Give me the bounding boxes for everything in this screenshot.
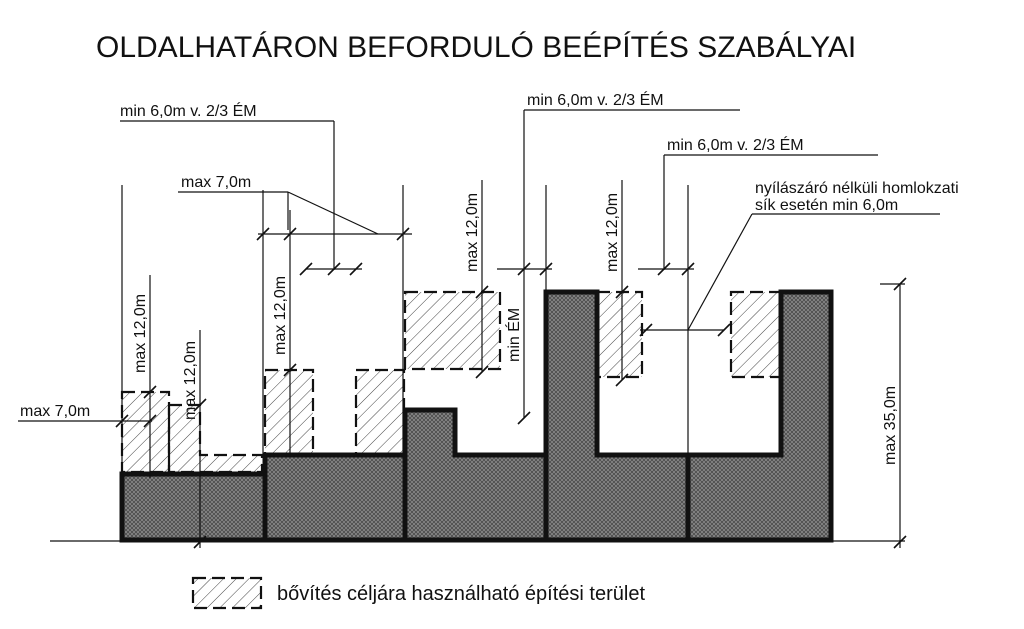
label-max-12m: max 12,0m: [182, 340, 199, 420]
building: [122, 474, 265, 540]
label-min-distance-1: min 6,0m v. 2/3 ÉM: [120, 103, 257, 120]
label-max-7m-left: max 7,0m: [20, 403, 91, 420]
extension-area: [122, 392, 169, 472]
label-max-35m: max 35,0m: [882, 385, 899, 465]
legend: [193, 578, 645, 608]
page-title: OLDALHATÁRON BEFORDULÓ BEÉPÍTÉS SZABÁLYAI: [96, 31, 857, 64]
extension-area: [731, 292, 781, 377]
label-max-12m: max 12,0m: [132, 293, 149, 373]
label-max-7m-top: max 7,0m: [181, 174, 252, 191]
label-min-em: min ÉM: [506, 307, 523, 362]
label-max-12m: max 12,0m: [604, 192, 621, 272]
label-max-12m: max 12,0m: [272, 275, 289, 355]
label-min-distance-2: min 6,0m v. 2/3 ÉM: [527, 92, 664, 109]
building: [265, 455, 405, 540]
extension-area: [356, 370, 404, 455]
label-facade-note-1: nyílászáró nélküli homlokzati: [755, 180, 959, 197]
legend-swatch: [193, 578, 261, 608]
label-facade-note-2: sík esetén min 6,0m: [755, 197, 899, 214]
extension-area: [265, 370, 313, 455]
label-max-12m: max 12,0m: [464, 192, 481, 272]
extension-area: [405, 292, 500, 369]
extension-area: [597, 292, 642, 377]
building: [405, 410, 546, 540]
legend-label: bővítés céljára használható építési terület: [277, 583, 645, 605]
label-min-distance-3: min 6,0m v. 2/3 ÉM: [667, 137, 804, 154]
